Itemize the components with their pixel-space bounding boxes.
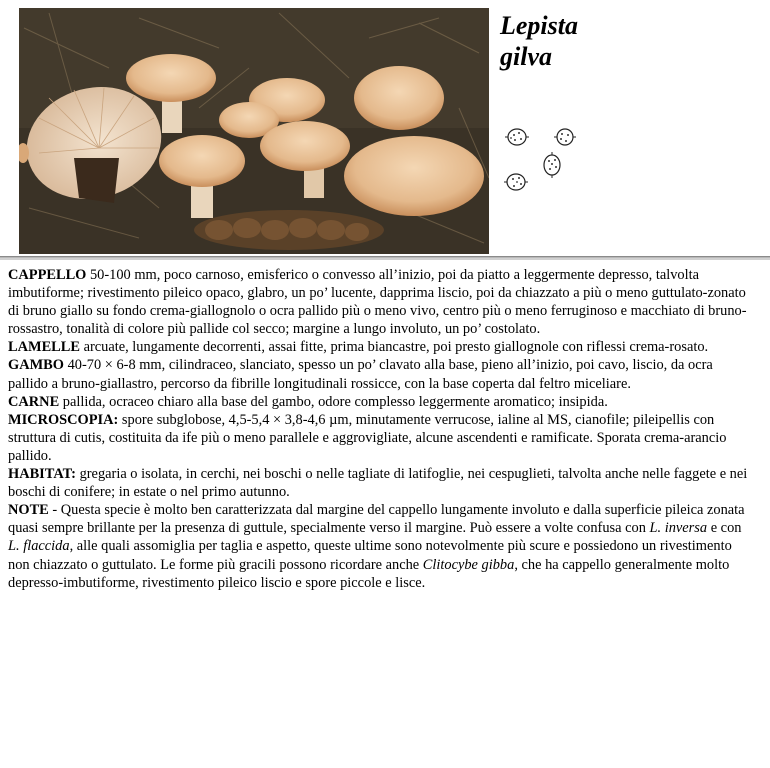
section-heading: HABITAT: bbox=[8, 466, 76, 483]
section-lamelle bbox=[8, 338, 756, 356]
mushroom-photo-icon bbox=[19, 8, 489, 254]
mushroom-photo bbox=[19, 8, 489, 254]
note-text-4: , che ha cappello generalmente molto depresso-imbutiforme, rivestimento pileico liscio e spore piccole e lisce. bbox=[8, 556, 730, 591]
section-divider bbox=[0, 256, 770, 260]
section-carne bbox=[8, 393, 756, 411]
section-body: arcuate, lungamente decorrenti, assai fitte, prima biancastre, poi presto giallognole con riflessi crema-rosato. bbox=[79, 339, 709, 356]
section-microscopia bbox=[8, 411, 756, 465]
species-title bbox=[500, 10, 578, 72]
section-habitat bbox=[8, 465, 756, 501]
species-ref-gibba: Clitocybe gibba bbox=[422, 556, 515, 573]
genus-name: Lepista bbox=[500, 11, 578, 40]
section-heading: NOTE bbox=[8, 502, 49, 519]
section-body: 50-100 mm, poco carnoso, emisferico o convesso all’inizio, poi da piatto a leggermente depresso, talvolta imbutiforme; rivestimento pileico opaco, glabro, un po’ lucente, dapprima liscio, poi da chiazzato a più o meno guttulato-zonato di bruno giallo su fondo crema-giallognolo o ocra pallido più o meno vivo, centro più o meno ferruginoso e macchiato di bruno-rossastro, tonalità di colore più pallide col secco; margine a lungo involuto, un po’ costolato. bbox=[8, 267, 747, 338]
section-heading: CAPPELLO bbox=[8, 267, 87, 283]
section-body: pallida, ocraceo chiaro alla base del gambo, odore complesso leggermente aromatico; insipida. bbox=[59, 393, 608, 410]
section-gambo bbox=[8, 356, 756, 392]
note-text-1: - Questa specie è molto ben caratterizzata dal margine del cappello lungamente involuto e dalla superficie pileica zonata quasi sempre brillante per la presenza di guttule, specialmente verso il margine. Può essere a volte confusa con bbox=[8, 502, 745, 537]
species-ref-inversa: L. inversa bbox=[649, 520, 708, 537]
section-heading: MICROSCOPIA: bbox=[8, 411, 119, 428]
section-note bbox=[8, 501, 756, 591]
description-text bbox=[8, 266, 756, 592]
section-cappello bbox=[8, 266, 756, 338]
spore-drawing-icon bbox=[500, 120, 590, 200]
section-body: 40-70 × 6-8 mm, cilindraceo, slanciato, spesso un po’ clavato alla base, pieno all’inizio, poi cavo, liscio, da ocra pallido a bruno-giallastro, percorso da fibrille longitudinali rossicce, con la base coperta dal feltro miceliare. bbox=[8, 357, 713, 392]
note-text-3: , alle quali assomiglia per taglia e aspetto, queste ultime sono notevolmente più scure e possiedono un rivestimento non chiazzato o guttulato. Le forme più gracili possono ricordare anche bbox=[8, 538, 732, 573]
note-text-2: e con bbox=[707, 520, 742, 537]
section-heading: GAMBO bbox=[8, 357, 64, 374]
species-name: gilva bbox=[500, 42, 552, 71]
section-body: gregaria o isolata, in cerchi, nei boschi o nelle tagliate di latifoglie, nei cespuglieti, talvolta anche nelle faggete e nei boschi di conifere; in estate o nel primo autunno. bbox=[8, 466, 748, 501]
section-heading: CARNE bbox=[8, 393, 60, 410]
species-ref-flaccida: L. flaccida bbox=[8, 538, 70, 555]
section-heading: LAMELLE bbox=[8, 339, 80, 356]
section-body: spore subglobose, 4,5-5,4 × 3,8-4,6 µm, minutamente verrucose, ialine al MS, cianofile; pileipellis con struttura di cutis, costituita da ife più o meno parallele e aggrovigliate, alcune ascendenti e ramificate. Sporata crema-arancio pallido. bbox=[8, 411, 727, 464]
spore-drawing bbox=[500, 120, 590, 200]
